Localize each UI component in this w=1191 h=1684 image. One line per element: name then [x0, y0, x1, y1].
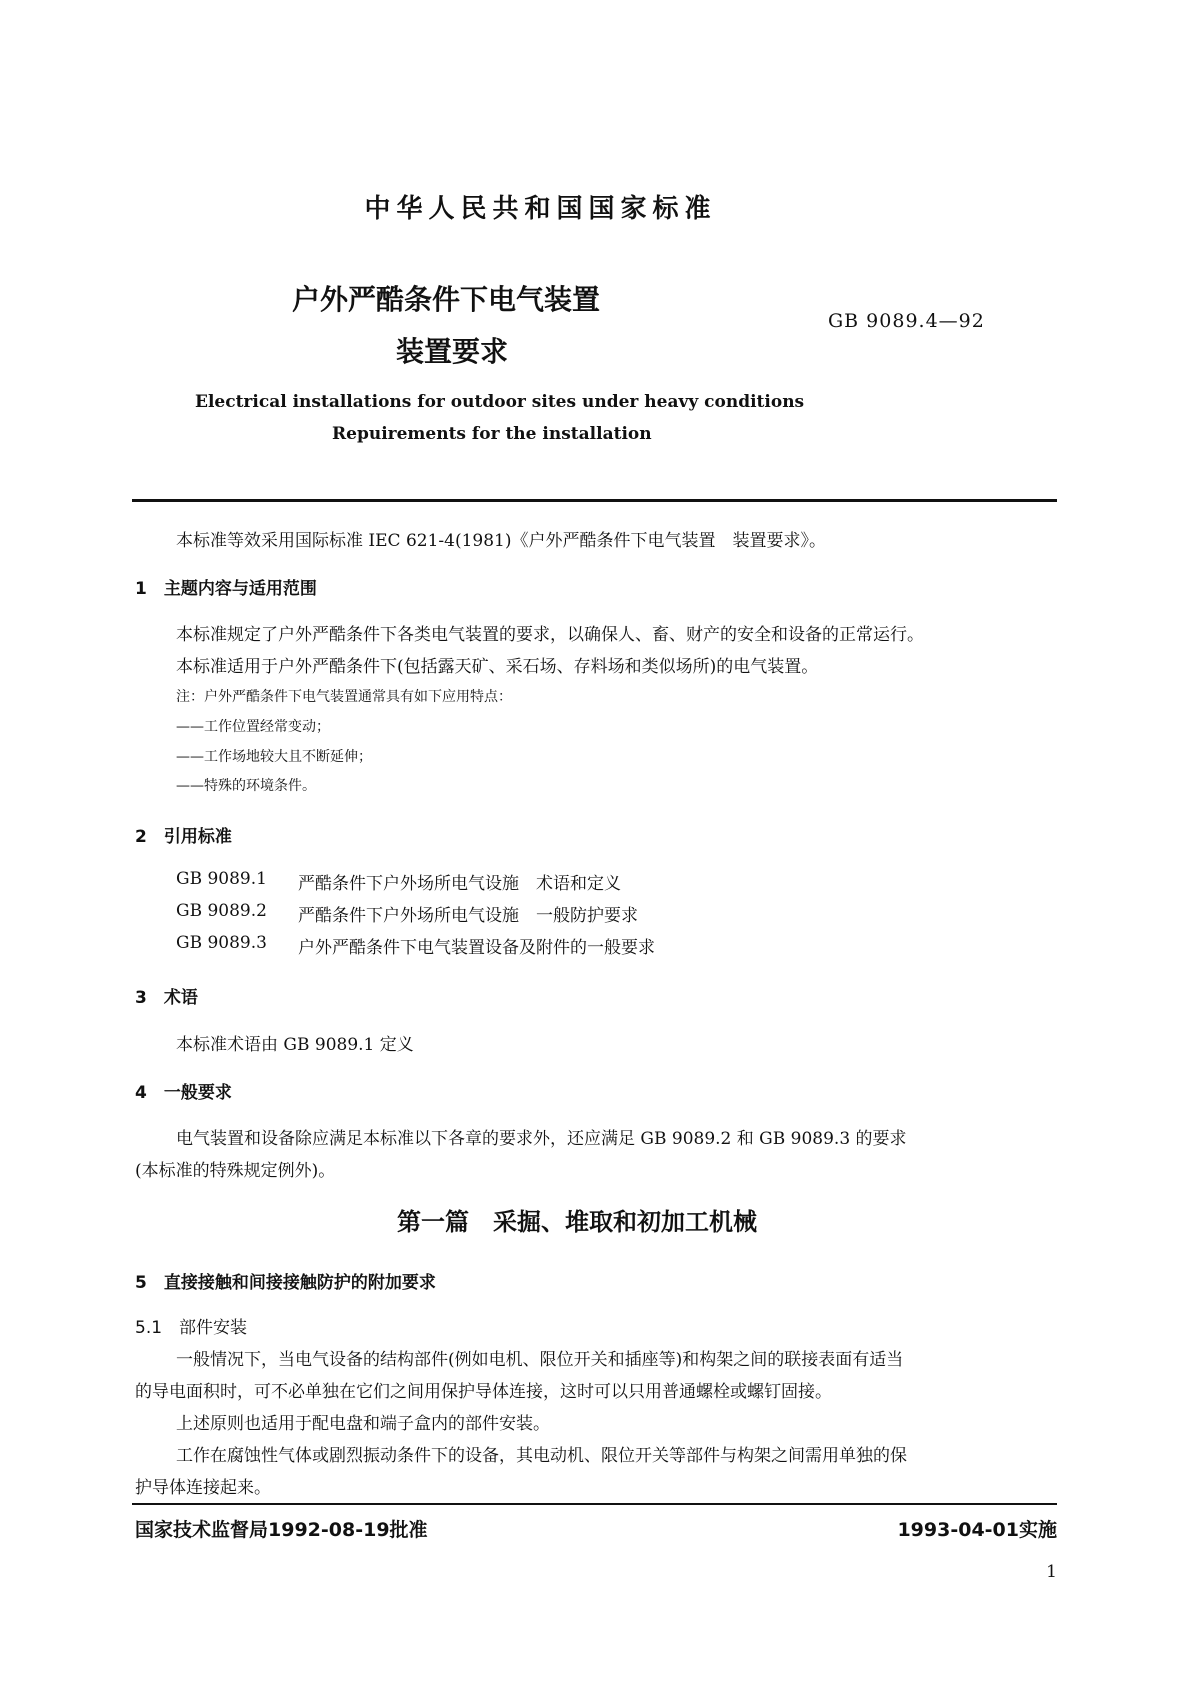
note-item: ——特殊的环境条件。 [176, 778, 316, 794]
page-number: 1 [1046, 1562, 1057, 1582]
section-5-paragraph-3-line1: 工作在腐蚀性气体或剧烈振动条件下的设备，其电动机、限位开关等部件与构架之间需用单独的保 [176, 1446, 907, 1466]
section-5-paragraph-1-line1: 一般情况下，当电气设备的结构部件(例如电机、限位开关和插座等)和构架之间的联接表面有适当 [176, 1350, 904, 1370]
note-item: ——工作位置经常变动； [176, 719, 330, 735]
section-2-heading: 2 引用标准 [135, 827, 232, 847]
standard-code: GB 9089.4—92 [828, 310, 985, 332]
section-3-paragraph: 本标准术语由 GB 9089.1 定义 [176, 1035, 414, 1055]
effective-date-line: 1993-04-01实施 [897, 1519, 1057, 1541]
footer-rule [132, 1503, 1057, 1505]
document-title-line1: 户外严酷条件下电气装置 [292, 283, 601, 316]
section-3-heading: 3 术语 [135, 988, 198, 1008]
section-5-paragraph-3-line2: 护导体连接起来。 [135, 1478, 271, 1498]
reference-title: 严酷条件下户外场所电气设施 一般防护要求 [298, 906, 638, 926]
english-title-line2: Repuirements for the installation [332, 424, 652, 444]
section-4-paragraph-line1: 电气装置和设备除应满足本标准以下各章的要求外，还应满足 GB 9089.2 和 GB 9089.3 的要求 [176, 1129, 907, 1149]
section-5-paragraph-1-line2: 的导电面积时，可不必单独在它们之间用保护导体连接，这时可以只用普通螺栓或螺钉固接。 [135, 1382, 832, 1402]
intro-paragraph: 本标准等效采用国际标准 IEC 621-4(1981)《户外严酷条件下电气装置 装置要求》。 [176, 531, 826, 551]
reference-code: GB 9089.1 [176, 869, 267, 889]
section-4-heading: 4 一般要求 [135, 1083, 232, 1103]
note-item: ——工作场地较大且不断延伸； [176, 749, 372, 765]
english-title-line1: Electrical installations for outdoor sites under heavy conditions [195, 392, 805, 412]
reference-code: GB 9089.3 [176, 933, 267, 953]
document-title-line2: 装置要求 [396, 335, 509, 368]
section-4-paragraph-line2: (本标准的特殊规定例外)。 [135, 1161, 336, 1181]
section-5-paragraph-2: 上述原则也适用于配电盘和端子盒内的部件安装。 [176, 1414, 550, 1434]
section-1-paragraph-2: 本标准适用于户外严酷条件下(包括露天矿、采石场、存料场和类似场所)的电气装置。 [176, 657, 819, 677]
reference-title: 户外严酷条件下电气装置设备及附件的一般要求 [298, 938, 655, 958]
reference-code: GB 9089.2 [176, 901, 267, 921]
section-1-note: 注：户外严酷条件下电气装置通常具有如下应用特点： [176, 689, 512, 705]
section-5-heading: 5 直接接触和间接接触防护的附加要求 [135, 1273, 436, 1293]
header-rule [132, 499, 1057, 502]
approval-line: 国家技术监督局1992-08-19批准 [135, 1519, 428, 1541]
section-1-heading: 1 主题内容与适用范围 [135, 579, 317, 599]
part-1-heading: 第一篇 采掘、堆取和初加工机械 [397, 1208, 757, 1236]
section-1-paragraph-1: 本标准规定了户外严酷条件下各类电气装置的要求，以确保人、畜、财产的安全和设备的正常运行。 [176, 625, 924, 645]
subsection-5-1-heading: 5.1 部件安装 [135, 1318, 248, 1338]
national-standard-heading: 中华人民共和国国家标准 [364, 194, 717, 224]
reference-title: 严酷条件下户外场所电气设施 术语和定义 [298, 874, 621, 894]
